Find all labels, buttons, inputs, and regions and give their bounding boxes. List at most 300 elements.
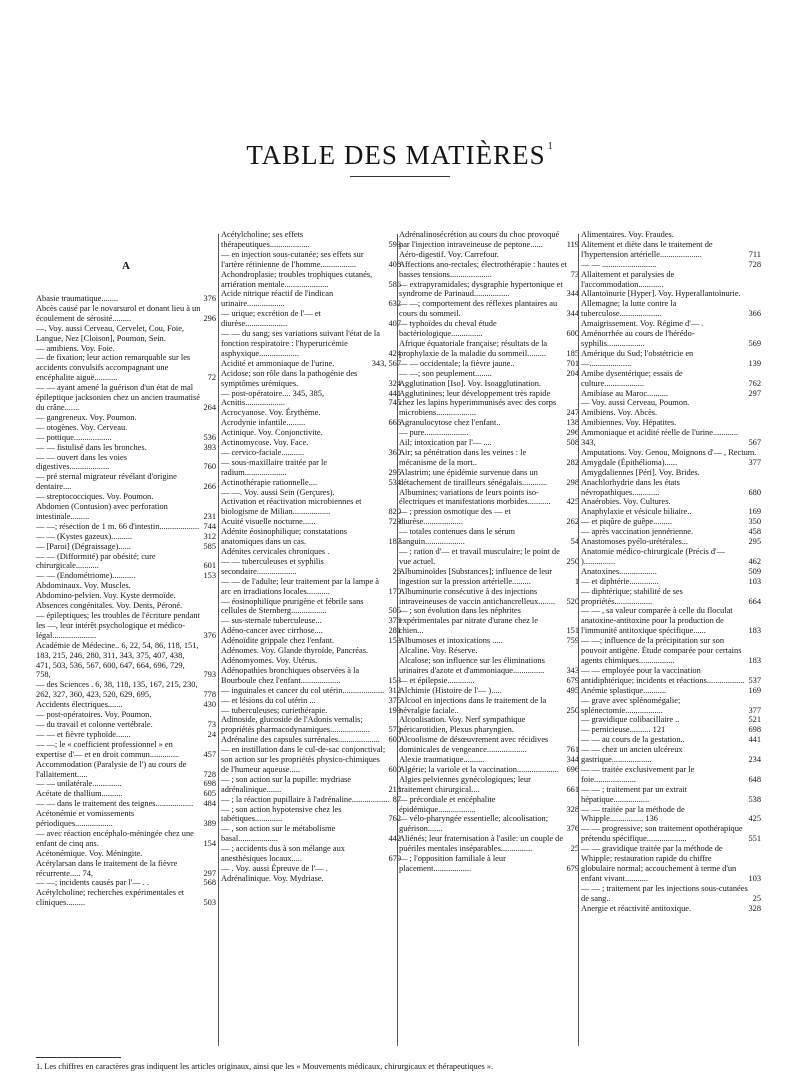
entry-page: 666 — [388, 418, 401, 428]
entry-text: Alcool en injections dans le traitement de la névralgie faciale.. — [399, 695, 547, 715]
index-entry — [36, 641, 216, 681]
entry-page: 344 — [566, 289, 579, 299]
index-entry — [399, 527, 579, 547]
entry-text: Ammoniaque et acidité réelle de l'urine............ 343, — [581, 428, 739, 448]
entry-text: Adénomes. Voy. Glande thyroïde, Pancréas. — [221, 646, 369, 656]
entry-page: 728 — [748, 259, 761, 269]
entry-text: Alcaline. Voy. Réserve. — [399, 646, 478, 656]
entry-text: — — ; traitement par les injections sous-cutanées de sang.. — [581, 883, 748, 903]
entry-text: Activation et réactivation microbiennes et biologisme de Milian.................. — [221, 497, 362, 517]
index-entry — [399, 280, 579, 300]
index-entry — [399, 587, 579, 607]
index-entry — [221, 626, 401, 636]
entry-text: Acnitis................... — [221, 398, 285, 408]
entry-text: Amputations. Voy. Genou, Moignons d'— , Rectum. — [581, 447, 757, 457]
index-entry — [221, 775, 401, 795]
entry-text: — — au cours de la gestation.. — [581, 735, 685, 745]
entry-text: Alcalose; son influence sur les éliminations urinaires d'azote et d'ammoniaque............... — [399, 655, 545, 675]
entry-text: Alimentaires. Voy. Fraudes. — [581, 230, 674, 239]
entry-text: Aménorrhée au cours de l'hérédo-syphilis.................. — [581, 329, 695, 348]
entry-page: 457 — [203, 749, 216, 759]
entry-text: — pottique.................. — [36, 432, 112, 442]
entry-text: Acide nitrique réactif de l'indican urinaire.................. — [221, 289, 334, 309]
entry-text: — en instillation dans le cul-de-sac conjonctival; son action sur les propriétés physico-chimiques de l'humeur aqueuse..... — [221, 745, 386, 774]
index-entry — [221, 458, 401, 478]
index-entry — [581, 547, 761, 567]
index-entry — [36, 888, 216, 908]
entry-text: Anémie splastique........... — [581, 685, 667, 695]
entry-text: — post-opératoire.... 345, 385, — [221, 388, 325, 398]
entry-page: 570 — [388, 725, 401, 735]
index-entry — [581, 735, 761, 745]
entry-text: — — du sang; ses variations suivant l'état de la fonction respiratoire : l'hyperuricémie asphyxique................... — [221, 329, 380, 358]
entry-page: 393 — [203, 442, 216, 452]
index-entry — [221, 844, 401, 864]
entry-text: Alcoolisme de désœuvrement avec récidives dominicales de vengeance................... — [399, 735, 549, 755]
index-entry — [221, 369, 401, 389]
entry-text: — pernicieuse.......... 121 — [581, 725, 666, 735]
index-entry — [581, 478, 761, 498]
entry-text: Académie de Médecine.. 6, 22, 54, 86, 118, 151, 183, 215, 246, 280, 311, 343, 375, 407, 438, 471, 503, 536, 567, 600, 647, 664, 696, 729, 758, — [36, 640, 199, 680]
entry-page: 679 — [566, 675, 579, 685]
entry-page: 72 — [207, 373, 216, 383]
index-entry — [36, 502, 216, 522]
title-footnote-marker: 1 — [547, 141, 554, 153]
entry-page: 119 — [566, 239, 579, 249]
index-entry — [221, 666, 401, 686]
entry-text: — — gravidique traitée par la méthode de Whipple; restauration rapide du chiffre globulaire normal; accouchement à terme d'un enfant vivant........... — [581, 844, 737, 883]
entry-text: — en injection sous-cutanée; ses effets sur l'artère rétinienne de l'homme................. — [221, 249, 364, 269]
entry-page: 503 — [203, 898, 216, 908]
entry-page: 536 — [203, 432, 216, 442]
index-entry — [399, 646, 579, 656]
entry-text: Abdomino-pelvien. Voy. Kyste dermoïde. — [36, 591, 176, 601]
entry-text: — — dans le traitement des teignes.................. — [36, 799, 194, 809]
entry-text: Abdominaux. Voy. Muscles. — [36, 581, 131, 591]
index-entry — [399, 448, 579, 468]
entry-page: 568 — [203, 878, 216, 888]
entry-page: 282 — [566, 457, 579, 467]
entry-page: 296 — [203, 313, 216, 323]
index-entry — [581, 765, 761, 785]
entry-page: 600 — [388, 764, 401, 774]
index-entry — [36, 383, 216, 413]
entry-text: Adrénalinosécrétion au cours du choc provoqué par l'injection intraveineuse de peptone...... — [399, 230, 560, 249]
index-entry — [581, 349, 761, 369]
index-entry — [36, 809, 216, 829]
entry-text: Alastrim; une épidémie survenue dans un détachement de tirailleurs sénégalais............ — [399, 467, 548, 487]
entry-page: 297 — [203, 868, 216, 878]
entry-text: — sous-maxillaire traitée par le radium.................... — [221, 457, 328, 477]
entry-text: Acétate de thallium.......... — [36, 789, 123, 799]
entry-text: — — .......................... — [581, 259, 657, 269]
entry-text: — —; comportement des réflexes plantaires au cours du sommeil. — [399, 299, 558, 319]
entry-page: 389 — [203, 819, 216, 829]
index-entry — [581, 527, 761, 537]
entry-text: — — unilatérale.............. — [36, 779, 122, 789]
index-entry — [221, 864, 401, 874]
index-entry — [399, 676, 579, 686]
entry-text: Adénoïdite grippale chez l'enfant. — [221, 636, 335, 646]
index-entry — [581, 398, 761, 408]
entry-text: — diphtérique; stabilité de ses propriétés.................. — [581, 586, 683, 606]
index-entry — [36, 413, 216, 423]
index-column-3 — [399, 230, 579, 1062]
index-entry — [221, 745, 401, 775]
entry-text: — — traitée par la méthode de Whipple................ 136 — [581, 804, 685, 824]
index-entry — [581, 844, 761, 884]
entry-page: 441 — [388, 388, 401, 398]
index-entry — [221, 250, 401, 270]
index-entry — [221, 824, 401, 844]
entry-text: — otogènes. Voy. Cerveau. — [36, 422, 128, 432]
index-column-1 — [36, 230, 216, 1062]
index-entry — [36, 453, 216, 473]
entry-text: — ; ration d'— et travail musculaire; le point de vue actuel. — [399, 547, 560, 566]
entry-text: — sus-sternale tuberculeuse... — [221, 616, 322, 626]
entry-text: Albumines; variations de leurs points iso-électriques et manifestations morbides........... — [399, 487, 551, 507]
index-entry — [36, 779, 216, 789]
entry-text: Actinothérapie rationnelle.... — [221, 477, 318, 487]
entry-text: — épileptiques; les troubles de l'écriture pendant les —, leur intérêt psychologique et médico-légal..................... — [36, 611, 200, 640]
entry-text: Abdomen (Contusion) avec perforation intestinale......... — [36, 502, 168, 521]
entry-text: — — tuberculeuses et syphilis secondaire................... — [221, 556, 324, 576]
index-entry — [221, 359, 401, 369]
entry-text: Alitement et diète dans le traitement de l'hypertension artérielle.................... — [581, 239, 713, 259]
entry-page: 585 — [203, 541, 216, 551]
entry-text: — . Voy. aussi Épreuve de l'— . — [221, 864, 328, 873]
entry-text: Agranulocytose chez l'enfant.. — [399, 418, 501, 428]
entry-text: Alexie traumatique.......... — [399, 755, 485, 765]
index-entry — [221, 389, 401, 399]
entry-text: Albumoses et intoxications ..... — [399, 636, 503, 646]
entry-text: Absences congénitales. Voy. Dents, Péroné. — [36, 601, 183, 611]
entry-page: 25 — [570, 844, 579, 854]
entry-page: 701 — [566, 358, 579, 368]
entry-text: — urique; excrétion de l'— et diurèse.................... — [221, 309, 321, 329]
index-entry — [399, 636, 579, 646]
entry-text: — gravidique colibacillaire .. — [581, 715, 680, 725]
entry-page: 605 — [203, 789, 216, 799]
entry-page: 425 — [748, 814, 761, 824]
entry-text: — typhoïdes du cheval étude bactériologique............... — [399, 319, 497, 339]
entry-text: Anachlorhydrie dans les états névropathiques............. — [581, 477, 680, 497]
entry-text: — — de l'adulte; leur traitement par la lampe à arc en irradiations locales........... — [221, 576, 380, 596]
index-entry — [399, 250, 579, 260]
entry-text: Aliénés; leur fraternisation à l'asile: un couple de puériles mentales inséparables............... — [399, 834, 564, 854]
index-entry — [36, 611, 216, 641]
index-entry — [399, 775, 579, 795]
entry-page: 328 — [566, 804, 579, 814]
index-entry — [36, 789, 216, 799]
index-entry — [581, 567, 761, 577]
entry-page: 484 — [203, 799, 216, 809]
entry-text: Adénopathies bronchiques observées à la Bourboule chez l'enfant................... — [221, 665, 360, 685]
entry-page: 250 — [566, 556, 579, 566]
index-entry — [581, 636, 761, 666]
index-entry — [399, 735, 579, 755]
entry-text: Actinique. Voy. Conjonctivite. — [221, 428, 323, 438]
entry-text: Adinoside, glucoside de l'Adonis vernalis; propriétés pharmacodynamiques................... — [221, 715, 370, 735]
entry-page: 343, 567 — [371, 358, 401, 368]
entry-page: 312 — [203, 531, 216, 541]
index-entry — [581, 507, 761, 517]
index-entry — [36, 700, 216, 710]
index-entry — [221, 656, 401, 666]
entry-text: — pure..................... — [399, 428, 469, 438]
entry-text: — et épilepsie............. — [399, 675, 475, 685]
index-entry — [36, 720, 216, 730]
index-entry — [581, 884, 761, 904]
entry-page: 344 — [566, 755, 579, 765]
index-entry — [399, 428, 579, 438]
entry-text: — ; pression osmotique des — et diurèse................... — [399, 507, 511, 527]
entry-text: — —; résection de 1 m. 66 d'intestin................... — [36, 521, 200, 531]
entry-text: — —. Voy. aussi Sein (Gerçures). — [221, 487, 335, 497]
index-entry — [36, 799, 216, 809]
index-entry — [581, 270, 761, 290]
entry-text: — — traitée exclusivement par le foie.................... — [581, 764, 695, 784]
index-entry — [221, 805, 401, 825]
entry-text: — inguinales et cancer du col utérin.................... — [221, 685, 385, 695]
entry-page: 170 — [388, 586, 401, 596]
entry-page: 324 — [388, 378, 401, 388]
index-entry — [581, 517, 761, 527]
entry-page: 103 — [748, 873, 761, 883]
index-entry — [36, 581, 216, 591]
entry-page: 537 — [748, 675, 761, 685]
entry-page: 761 — [566, 745, 579, 755]
entry-text: Amaigrissement. Voy. Régime d'— . — [581, 319, 704, 329]
entry-text: Amibe dysentérique; essais de culture................... — [581, 368, 683, 388]
index-entry — [221, 309, 401, 329]
entry-text: — — employée pour la vaccination antidiphtérique; incidents et réactions.................. — [581, 665, 745, 685]
entry-text: Achondroplasie; troubles trophiques cutanés, arriération mentale..................... — [221, 269, 373, 289]
entry-page: 262 — [566, 517, 579, 527]
entry-page: 376 — [203, 294, 216, 303]
column-divider — [218, 234, 219, 1046]
index-entry — [399, 319, 579, 339]
index-entry — [399, 814, 579, 834]
index-entry — [399, 468, 579, 488]
index-entry — [399, 656, 579, 676]
index-entry — [221, 488, 401, 498]
entry-text: Amibiase au Maroc.......... — [581, 388, 668, 398]
entry-page: 183 — [748, 626, 761, 636]
index-entry — [581, 240, 761, 260]
entry-page: 505 — [388, 606, 401, 616]
entry-text: Affections ano-rectales; électrothérapie : hautes et basses tensions.................... — [399, 259, 567, 279]
index-entry — [399, 299, 579, 319]
entry-text: Accidents électriques....... — [36, 700, 123, 710]
entry-page: 760 — [203, 462, 216, 472]
entry-page: 778 — [203, 690, 216, 700]
entry-page: 762 — [748, 378, 761, 388]
entry-page: 632 — [388, 299, 401, 309]
index-entry — [221, 597, 401, 617]
entry-text: — avec réaction encéphalo-méningée chez une enfant de cinq ans. — [36, 828, 194, 848]
entry-text: Amygdaliennes [Péri]. Voy. Brides. — [581, 467, 700, 477]
entry-text: Agglutination [Iso]. Voy. Isoagglutination. — [399, 378, 541, 388]
entry-text: Actinomycose. Voy. Face. — [221, 438, 309, 448]
index-entry — [581, 824, 761, 844]
index-entry — [399, 418, 579, 428]
entry-page: 378 — [388, 616, 401, 626]
index-entry — [36, 878, 216, 888]
entry-page: 153 — [203, 571, 216, 581]
index-entry — [36, 324, 216, 344]
entry-text: — pré sternal migrateur révélant d'origine dentaire.... — [36, 472, 177, 492]
entry-page: 366 — [748, 309, 761, 319]
entry-page: 139 — [748, 358, 761, 368]
entry-text: Adrénaline des capsules surrénales.................... — [221, 735, 380, 745]
index-entry — [581, 577, 761, 587]
entry-text: — précordiale et encéphalite épidémique.................. — [399, 794, 496, 814]
entry-page: 87 — [392, 794, 401, 804]
entry-page: 25 — [752, 893, 761, 903]
index-entry — [36, 591, 216, 601]
entry-text: — streptococciques. Voy. Poumon. — [36, 492, 154, 502]
entry-text: — et piqûre de guêpe......... — [581, 517, 672, 527]
entry-page: 696 — [566, 764, 579, 774]
entry-page: 729 — [388, 517, 401, 527]
entry-page: 458 — [748, 527, 761, 537]
entry-text: Allemagne; la lutte contre la tuberculose.................... — [581, 299, 677, 319]
entry-text: Abcès causé par le novarsurol et donant lieu à un écoulement de sérosité......... — [36, 303, 201, 323]
entry-text: Adéno-cancer avec cirrhose.... — [221, 626, 323, 636]
entry-page: 73 — [207, 719, 216, 729]
entry-page: 360 — [388, 447, 401, 457]
entry-text: Allantoïnurie [Hyper]. Voy. Hyperallantoïnurie. — [581, 289, 741, 299]
entry-page: 185 — [566, 348, 579, 358]
index-entry — [581, 468, 761, 478]
entry-page: 551 — [748, 834, 761, 844]
index-entry — [221, 230, 401, 250]
entry-page: 711 — [748, 249, 761, 259]
entry-page: 350 — [748, 517, 761, 527]
entry-text: Accommodation (Paralysie de l') au cours de l'allaitement..... — [36, 759, 187, 779]
index-entry — [399, 765, 579, 775]
index-entry — [399, 389, 579, 419]
index-entry — [399, 369, 579, 379]
entry-text: — ; la réaction pupillaire à l'adrénaline.................. — [221, 794, 390, 804]
entry-page: 793 — [203, 670, 216, 680]
entry-page: 297 — [748, 388, 761, 398]
entry-text: — — progressive; son traitement opothérapique prétendu spécifique................... — [581, 824, 743, 844]
index-entry — [581, 696, 761, 716]
entry-page: 153 — [388, 675, 401, 685]
entry-page: 154 — [203, 838, 216, 848]
index-entry — [221, 438, 401, 448]
entry-text: — —; le « coefficient professionnel » en expertise d'— et en droit commun.............. — [36, 739, 180, 759]
entry-page: 508 — [566, 438, 579, 448]
entry-page: 343 — [566, 665, 579, 675]
entry-page: 509 — [748, 566, 761, 576]
index-entry — [221, 517, 401, 527]
index-entry — [581, 805, 761, 825]
index-entry — [36, 680, 216, 700]
entry-page: 169 — [748, 507, 761, 517]
entry-text: — grave avec splénomégalie; splénectomie.................. — [581, 695, 681, 715]
entry-text: Acidité et ammoniaque de l'urine. — [221, 358, 335, 368]
index-entry — [36, 443, 216, 453]
entry-text: Afrique équatoriale française; résultats de la prophylaxie de la maladie du sommeil......... — [399, 338, 548, 358]
index-entry — [36, 552, 216, 572]
entry-text: — ; son action sur la pupille: mydriase adrénalinique....... — [221, 774, 352, 794]
entry-page: 376 — [566, 824, 579, 834]
index-entry — [581, 289, 761, 299]
entry-page: 442 — [388, 834, 401, 844]
entry-text: Anaérobies. Voy. Cultures. — [581, 497, 671, 507]
entry-page: 376 — [203, 630, 216, 640]
index-entry — [221, 428, 401, 438]
entry-text: — gangreneux. Voy. Poumon. — [36, 412, 137, 422]
index-entry — [581, 319, 761, 329]
index-entry — [221, 478, 401, 488]
index-entry — [221, 329, 401, 359]
index-entry — [399, 715, 579, 735]
entry-page: 73 — [570, 269, 579, 279]
index-entry — [581, 299, 761, 319]
index-entry — [36, 859, 216, 879]
entry-text: — après vaccination jennérienne. — [581, 527, 694, 537]
entry-page: 569 — [748, 338, 761, 348]
entry-text: Aéro-digestif. Voy. Carrefour. — [399, 249, 499, 259]
footnote-rule — [36, 1057, 121, 1058]
entry-text: — —; influence de la précipitation sur son pouvoir antigène. Étude comparée pour certains agents chimiques................. — [581, 636, 742, 665]
entry-text: — — occidentale; la fièvre jaune.. — [399, 358, 515, 368]
entry-text: — — chez un ancien ulcéreux gastrique................... — [581, 745, 683, 765]
entry-text: — — ; traitement par un extrait hépatique................. — [581, 784, 688, 804]
index-entry — [221, 408, 401, 418]
entry-page: 344 — [566, 309, 579, 319]
entry-text: Albuminurie consécutive à des injections intraveineuses de vaccin antichancrelleux........ — [399, 586, 556, 606]
index-entry — [221, 270, 401, 290]
entry-text: Acrocyanose. Voy. Érythème. — [221, 408, 321, 418]
entry-page: 264 — [203, 402, 216, 412]
entry-page: 679 — [566, 864, 579, 873]
index-entry — [399, 686, 579, 696]
index-entry — [221, 577, 401, 597]
entry-page: 298 — [566, 477, 579, 487]
entry-text: Adénomyomes. Voy. Utérus. — [221, 655, 318, 665]
entry-page: 661 — [566, 784, 579, 794]
entry-page: 204 — [566, 368, 579, 378]
index-entry — [399, 230, 579, 250]
index-entry — [221, 398, 401, 408]
index-entry — [221, 418, 401, 428]
index-entry — [399, 547, 579, 567]
index-entry — [36, 532, 216, 542]
entry-page: 377 — [748, 705, 761, 715]
entry-page: 430 — [203, 700, 216, 710]
index-entry — [221, 646, 401, 656]
entry-text: — et diphtérie.............. — [581, 576, 659, 586]
entry-text: — — (Endométriome)........... — [36, 571, 136, 581]
entry-text: — —; incidents causés par l'— . . — [36, 878, 149, 888]
entry-page: 425 — [566, 497, 579, 507]
index-entry — [221, 874, 401, 884]
entry-page: 441 — [748, 735, 761, 745]
index-entry — [581, 606, 761, 636]
index-entry — [581, 329, 761, 349]
entry-page: 820 — [388, 507, 401, 517]
column-divider — [397, 234, 398, 1046]
entry-text: Anastomoses pyélo-urétérales... — [581, 537, 688, 547]
entry-text: Algies pelviennes gynécologiques; leur traitement chirurgical.... — [399, 774, 531, 794]
index-entry — [36, 730, 216, 740]
index-entry — [581, 448, 761, 458]
